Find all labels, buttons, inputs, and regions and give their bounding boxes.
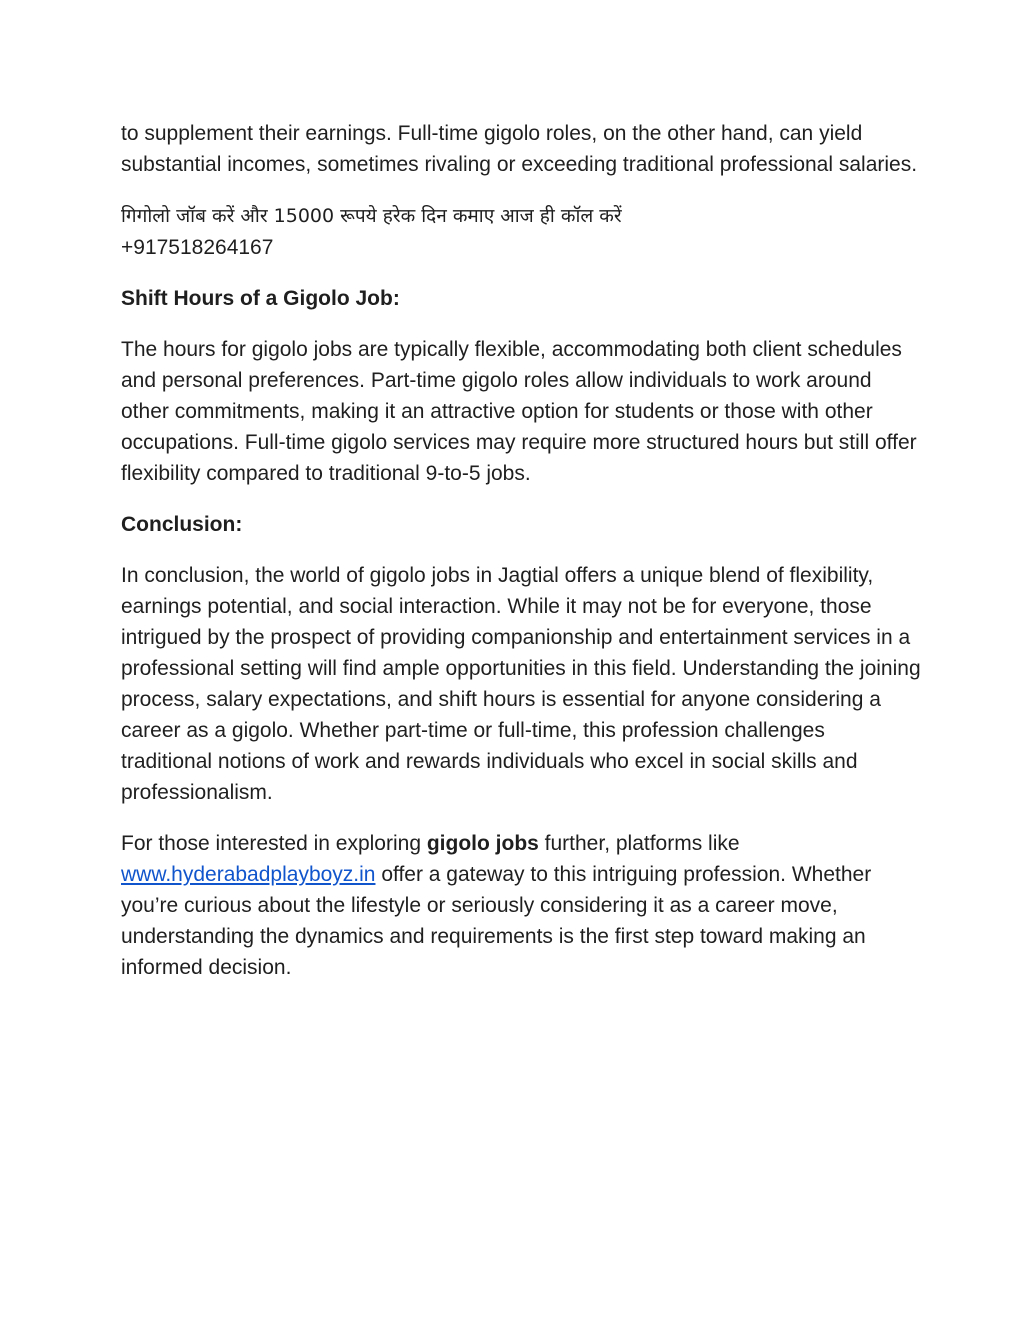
phone-number: +917518264167 bbox=[121, 236, 274, 259]
bold-keyword: gigolo jobs bbox=[426, 832, 539, 855]
intro-paragraph: to supplement their earnings. Full-time gigolo roles, on the other hand, can yield substantial incomes, sometimes rivaling or exceeding traditional professional salaries. bbox=[121, 122, 918, 176]
shift-hours-heading: Shift Hours of a Gigolo Job: bbox=[121, 287, 400, 310]
final-text-middle: further, platforms like bbox=[538, 832, 740, 855]
website-link[interactable]: www.hyderabadplayboyz.in bbox=[121, 863, 376, 886]
conclusion-heading: Conclusion: bbox=[121, 513, 243, 536]
document-page bbox=[121, 118, 921, 1003]
final-paragraph bbox=[121, 828, 921, 983]
hindi-call-paragraph bbox=[121, 200, 921, 263]
shift-hours-paragraph: The hours for gigolo jobs are typically flexible, accommodating both client schedules and personal preferences. Part-time gigolo roles allow individuals to work around other commitments, making it an attractive option for students or those with other occupations. Full-time gigolo services may require more structured hours but still offer flexibility compared to traditional 9-to-5 jobs. bbox=[121, 338, 917, 485]
final-text-start: For those interested in exploring bbox=[121, 832, 427, 855]
final-text-end: offer a gateway to this intriguing profession. Whether you’re curious about the lifestyle or seriously considering it as a career move, understanding the dynamics and requirements is the first step toward making an informed decision. bbox=[121, 863, 872, 979]
hindi-text: गिगोलो जॉब करें और 15000 रूपये हरेक दिन कमाए आज ही कॉल करें bbox=[121, 205, 622, 227]
conclusion-paragraph: In conclusion, the world of gigolo jobs in Jagtial offers a unique blend of flexibility, earnings potential, and social interaction. While it may not be for everyone, those intrigued by the prospect of providing companionship and entertainment services in a professional setting will find ample opportunities in this field. Understanding the joining process, salary expectations, and shift hours is essential for anyone considering a career as a gigolo. Whether part-time or full-time, this profession challenges traditional notions of work and rewards individuals who excel in social skills and professionalism. bbox=[121, 564, 921, 804]
